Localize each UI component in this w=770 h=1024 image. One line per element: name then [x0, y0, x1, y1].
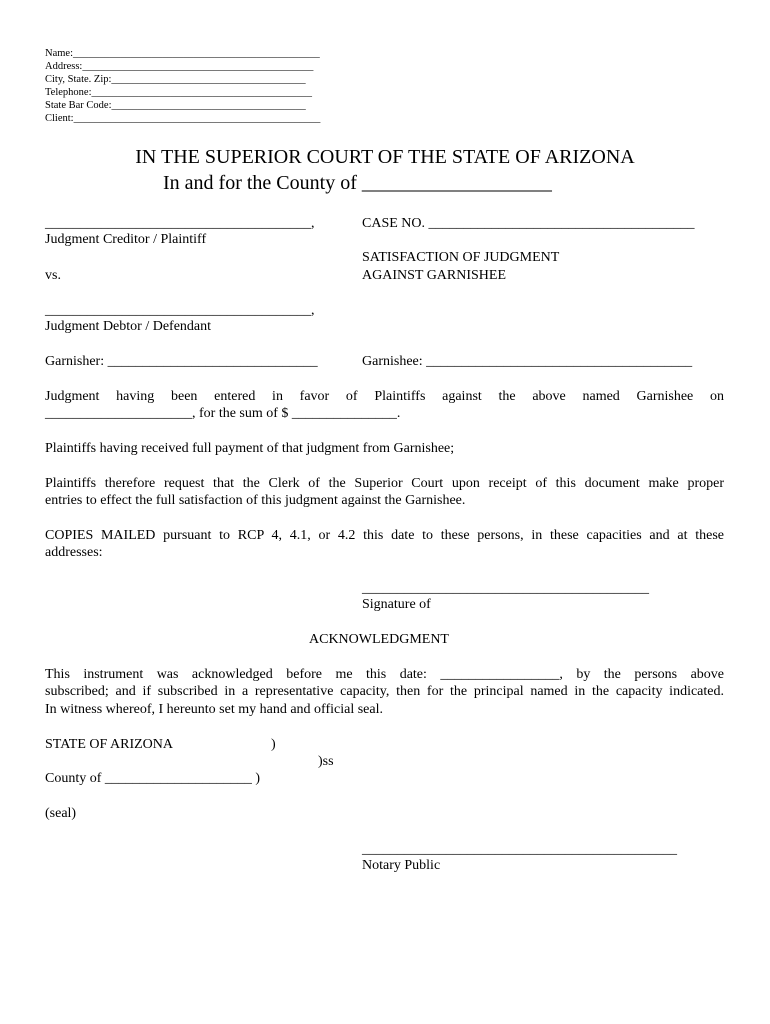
request-paragraph-line1: Plaintiffs therefore request that the Clerk of the Superior Court upon receipt of this document make proper [45, 476, 724, 491]
defendant-blank[interactable]: ______________________________________, [45, 303, 315, 318]
court-title: IN THE SUPERIOR COURT OF THE STATE OF ARIZONA [135, 146, 635, 168]
county-title: In and for the County of ___________________ [163, 172, 552, 194]
copies-mailed-line1: COPIES MAILED pursuant to RCP 4, 4.1, or 4.2 this date to these persons, in these capacities and at these [45, 528, 724, 543]
state-bar-code-field[interactable]: State Bar Code:_____________________________________ [45, 100, 306, 111]
plaintiff-label: Judgment Creditor / Plaintiff [45, 232, 207, 247]
acknowledgment-line1: This instrument was acknowledged before me this date: _________________, by the persons above [45, 667, 724, 682]
defendant-label: Judgment Debtor / Defendant [45, 319, 212, 334]
vs-label: vs. [45, 268, 61, 283]
case-number-field[interactable]: CASE NO. ______________________________________ [362, 216, 695, 231]
seal-label: (seal) [45, 806, 77, 821]
garnisher-field[interactable]: Garnisher: ______________________________ [45, 354, 318, 369]
judgment-paragraph-line2[interactable]: _____________________, for the sum of $ _______________. [45, 406, 401, 421]
acknowledgment-heading: ACKNOWLEDGMENT [309, 632, 449, 647]
notary-public-label: Notary Public [362, 858, 441, 873]
signature-label: Signature of [362, 597, 431, 612]
venue-county-field[interactable]: County of _____________________ ) [45, 771, 261, 786]
garnishee-field[interactable]: Garnishee: ______________________________________ [362, 354, 693, 369]
signature-line[interactable]: _________________________________________ [362, 581, 649, 596]
venue-paren: ) [271, 737, 276, 752]
city-state-zip-field[interactable]: City, State. Zip:_____________________________________ [45, 74, 306, 85]
copies-mailed-line2: addresses: [45, 545, 103, 560]
venue-state: STATE OF ARIZONA [45, 737, 173, 752]
venue-ss: )ss [318, 754, 334, 769]
address-field[interactable]: Address:____________________________________________ [45, 61, 314, 72]
document-title-line1: SATISFACTION OF JUDGMENT [362, 250, 560, 265]
judgment-paragraph-line1: Judgment having been entered in favor of Plaintiffs against the above named Garnishee on [45, 389, 724, 404]
acknowledgment-line2: subscribed; and if subscribed in a representative capacity, then for the principal named in the capacity indicated. [45, 684, 724, 699]
document-title-line2: AGAINST GARNISHEE [362, 268, 507, 283]
acknowledgment-line3: In witness whereof, I hereunto set my hand and official seal. [45, 702, 383, 717]
notary-signature-line[interactable]: _____________________________________________ [362, 842, 677, 857]
request-paragraph-line2: entries to effect the full satisfaction of this judgment against the Garnishee. [45, 493, 466, 508]
plaintiff-blank[interactable]: ______________________________________, [45, 216, 315, 231]
name-field[interactable]: Name:_______________________________________________ [45, 48, 320, 59]
payment-paragraph: Plaintiffs having received full payment of that judgment from Garnishee; [45, 441, 455, 456]
client-field[interactable]: Client:_______________________________________________ [45, 113, 321, 124]
telephone-field[interactable]: Telephone:__________________________________________ [45, 87, 312, 98]
